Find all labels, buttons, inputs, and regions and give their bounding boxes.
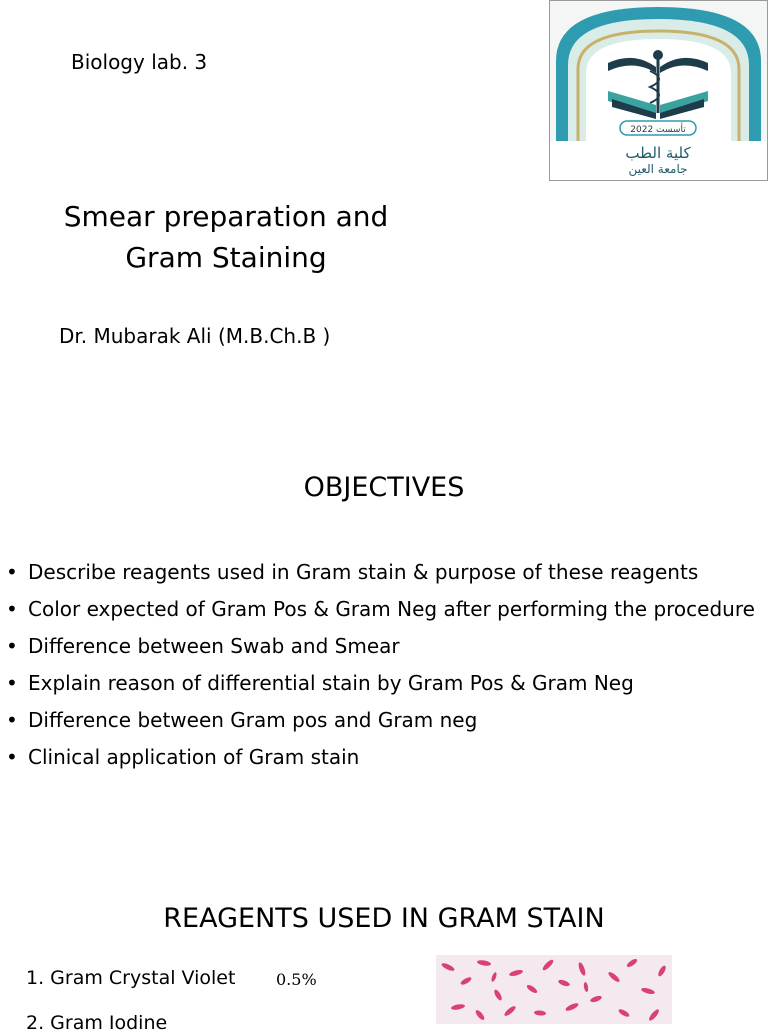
college-logo-emblem	[550, 1, 767, 180]
bullet-icon: •	[6, 708, 18, 732]
college-logo	[549, 0, 768, 181]
bullet-icon: •	[6, 560, 18, 584]
reagents-heading: REAGENTS USED IN GRAM STAIN	[163, 903, 605, 934]
bullet-icon: •	[6, 745, 18, 769]
lab-title: Biology lab. 3	[71, 50, 208, 74]
bullet-icon: •	[6, 671, 18, 695]
reagent-item-1: 1. Gram Crystal Violet	[26, 967, 236, 989]
slide-title-line2: Gram Staining	[125, 241, 327, 274]
logo-year: 2022 تأسست	[630, 125, 686, 135]
reagent-concentration: 0.5%	[276, 970, 317, 989]
reagent-item-2: 2. Gram Iodine	[26, 1012, 168, 1034]
objectives-list	[0, 557, 768, 779]
logo-university-name: جامعة العين	[628, 162, 688, 176]
slide-title	[40, 196, 412, 278]
author: Dr. Mubarak Ali (M.B.Ch.B )	[59, 324, 331, 348]
list-item: • Difference between Gram pos and Gram neg	[0, 705, 768, 736]
list-item: • Clinical application of Gram stain	[0, 742, 768, 773]
bullet-icon: •	[6, 634, 18, 658]
list-item: • Describe reagents used in Gram stain & purpose of these reagents	[0, 557, 768, 588]
gram-stain-micrograph	[436, 955, 672, 1024]
list-item: • Difference between Swab and Smear	[0, 631, 768, 662]
logo-college-name: كلية الطب	[625, 144, 691, 162]
slide-title-line1: Smear preparation and	[63, 200, 389, 233]
list-item: • Color expected of Gram Pos & Gram Neg after performing the procedure	[0, 594, 768, 625]
objectives-heading: OBJECTIVES	[303, 472, 465, 503]
list-item: • Explain reason of differential stain by Gram Pos & Gram Neg	[0, 668, 768, 699]
bullet-icon: •	[6, 597, 18, 621]
gram-negative-bacteria-image	[436, 955, 672, 1024]
